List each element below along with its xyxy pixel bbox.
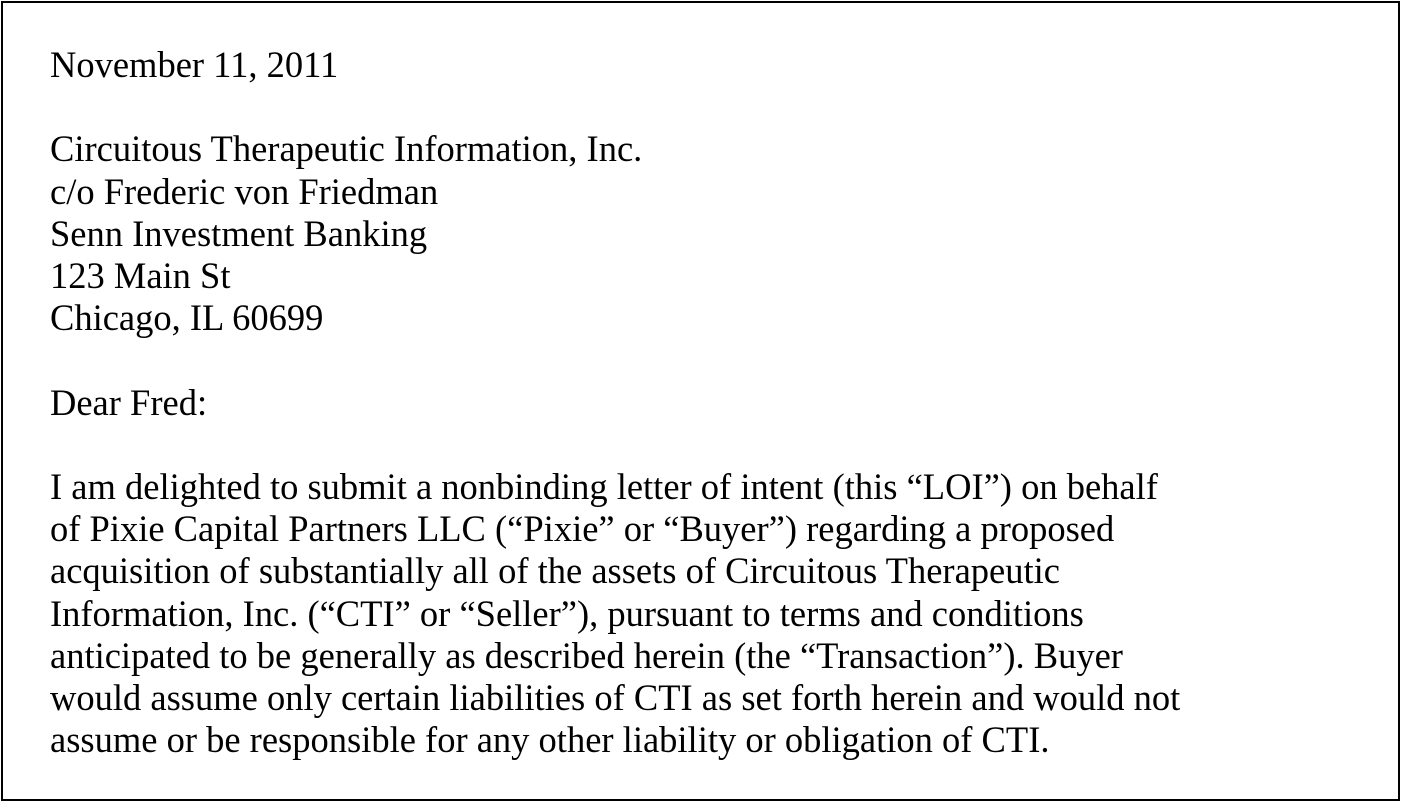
- recipient-company: Circuitous Therapeutic Information, Inc.: [50, 128, 643, 170]
- letter-date: November 11, 2011: [50, 44, 339, 85]
- recipient-address-block: [50, 128, 1380, 339]
- letter-page: [1, 1, 1400, 801]
- body-line: I am delighted to submit a nonbinding letter of intent (this “LOI”) on behalf: [50, 465, 1158, 507]
- body-line: assume or be responsible for any other liability or obligation of CTI.: [50, 719, 1050, 761]
- recipient-city-state-zip: Chicago, IL 60699: [50, 297, 324, 339]
- letter-content: [50, 44, 1380, 761]
- body-line: acquisition of substantially all of the assets of Circuitous Therapeutic: [50, 550, 1060, 592]
- spacer: [50, 86, 1380, 128]
- spacer: [50, 424, 1380, 466]
- recipient-care-of: c/o Frederic von Friedman: [50, 170, 439, 212]
- recipient-street: 123 Main St: [50, 255, 231, 296]
- spacer: [50, 339, 1380, 381]
- salutation: Dear Fred:: [50, 381, 208, 423]
- body-paragraph: [50, 466, 1380, 761]
- body-line: Information, Inc. (“CTI” or “Seller”), pursuant to terms and conditions: [50, 592, 1084, 634]
- recipient-firm: Senn Investment Banking: [50, 212, 428, 254]
- body-line: of Pixie Capital Partners LLC (“Pixie” or “Buyer”) regarding a proposed: [50, 508, 1115, 550]
- body-line: anticipated to be generally as described herein (the “Transaction”). Buyer: [50, 634, 1123, 676]
- body-line: would assume only certain liabilities of CTI as set forth herein and would not: [50, 677, 1181, 718]
